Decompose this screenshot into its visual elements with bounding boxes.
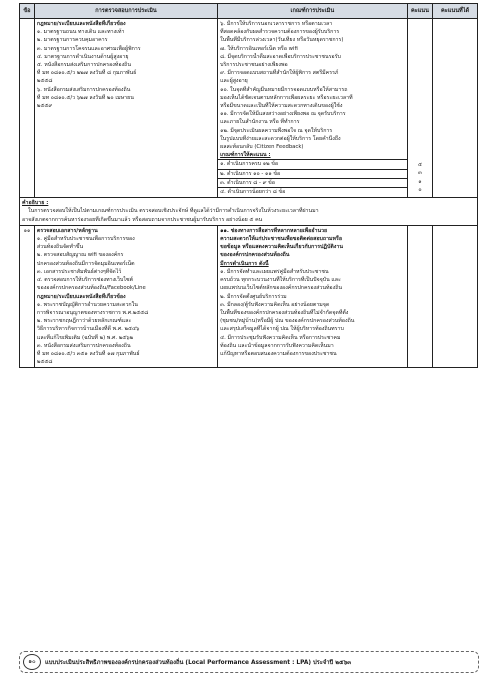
- page-number: ๑๐: [23, 654, 41, 670]
- text-line: ในรูปแบบที่ง่ายและสะดวกต่อผู้ให้บริการ โดยคำนึงถึง: [220, 135, 341, 142]
- text-line: ในพื้นที่ของของค์กรปกครองส่วนท้องถิ่นที่ไม่จำกัดจุดที่ตั้ง: [220, 309, 349, 316]
- text-line: ๒. มาตรฐานการควบคุมอาคาร: [36, 37, 108, 44]
- text-line: ๒. พระราชกฤษฎีกาว่าด้วยหลักเกณฑ์และ: [36, 318, 132, 325]
- criteria-cell: [218, 225, 408, 367]
- text-line: ที่ มท ๐๘๑๐.๕/ว ๒๒๗ ลงวันที่ ๘ กุมภาพันธ์: [36, 70, 137, 77]
- text-line: หรือมีขนาดและเป็นที่ให้ความสะดวกทางเดินของผู้ใช้ง: [220, 103, 343, 110]
- text-line: ๒. ตรวจสอบสัญญาณ wifi ขององค์กร: [36, 252, 124, 259]
- page-footer: [19, 651, 479, 673]
- text-line: และสรุปเสร็จมูลที่ได้จากผู้ ปณ ให้ผู้บริหารท้องถิ่นทราบ: [220, 326, 344, 333]
- text-line: ๖. มีการให้บริการนอกเวลาราชการ หรือตามเวลา: [220, 21, 333, 27]
- text-line: ๒๕๕๘: [36, 78, 53, 85]
- text-line: ส่วนท้องถิ่นจัดทำขึ้น: [36, 244, 84, 251]
- text-line: บริการประชาชนอย่างเพียงพอ: [220, 62, 288, 69]
- explanation-row: [20, 198, 478, 226]
- text-line: การพิจารณาอนุญาตของทางราชการ พ.ศ.๒๕๕๘: [36, 309, 149, 316]
- text-line: ๒. มีการจัดตั้งศูนย์บริการร่วม: [220, 293, 287, 300]
- score-value: ๑: [418, 178, 422, 185]
- table-row: [20, 19, 478, 198]
- explanation-line: ในการตรวจสอบให้เป็นไปตามเกณฑ์การประเมิน ตรวจสอบเชิงประจักษ์ ที่ดูแลได้ว่ามีการดำเนินการจริงในห้วงระยะเวลาที่ผ่านมา: [28, 208, 319, 215]
- table-header-row: [20, 4, 478, 19]
- score-values: [410, 20, 431, 194]
- text-line: ๑๑. มีการจัดให้มีแสงสว่างอย่างเพียงพอ ณ จุดรับบริการ: [220, 111, 346, 118]
- text-line: ๓. เอกสารประชาสัมพันธ์ต่างๆที่จัดไว้: [36, 268, 122, 275]
- explanation-title: คำอธิบาย :: [22, 200, 49, 207]
- text-line: ในพื้นที่มีบริการล่วงเวลา(วันเทียง หรือวันหยุดราชการ): [220, 37, 344, 44]
- text-line: ๒๕๕๙: [36, 103, 53, 110]
- text-line: ครบถ้วน ทุกกระบวนงานที่ให้บริการที่เป็นปัจจุบัน และ: [220, 277, 341, 284]
- row-number-cell: [20, 19, 35, 198]
- text-line: ๗. ให้บริการอินเทอร์เน็ต หรือ wifi: [220, 45, 298, 52]
- process-cell: [34, 225, 217, 367]
- criteria-lines: [220, 227, 405, 358]
- text-line: ๔. มาตรฐานการดำเนินงานด้านผู้สูงอายุ: [36, 53, 129, 60]
- score-obtained-cell[interactable]: [433, 225, 478, 367]
- text-line: และที่แก้ไขเพิ่มเติม (ฉบับที่ ๒) พ.ศ. ๒๕๖๒: [36, 334, 134, 341]
- header-no: ข้อ: [20, 4, 35, 19]
- text-line: ขององค์กรปกครองส่วนท้องถิ่น: [220, 252, 290, 259]
- process-lines: [37, 227, 215, 366]
- text-line: ๔. มีการประชุมรับฟังความคิดเห็น หรือการประชาคม: [220, 334, 341, 341]
- text-line: เกณฑ์การให้คะแนน :: [220, 152, 271, 159]
- criteria-cell: [218, 19, 408, 198]
- text-line: ๑. คู่มือสำหรับประชาชนเพื่อการบริการของ: [36, 236, 135, 243]
- text-line: ๕. หนังสือกรมส่งเสริมการปกครองท้องถิ่น: [36, 62, 131, 69]
- score-cell: [407, 225, 433, 367]
- text-line: ๖. หนังสือกรมส่งเสริมการปกครองท้องถิ่น: [36, 86, 131, 93]
- text-line: ๒๕๕๘: [36, 359, 53, 366]
- header-score: คะแนน: [407, 4, 433, 19]
- text-line: วิธีการบริหารกิจการบ้านเมืองที่ดี พ.ศ. ๒๕๔๖: [36, 326, 140, 333]
- score-value: ๕: [417, 162, 422, 169]
- text-line: ที่ มท ๐๘๑๐.๕/ว ๓๕๑ ลงวันที่ ๑๗ กุมภาพันธ์: [36, 350, 140, 357]
- text-line: ตรวจสอบเอกสาร/หลักฐาน: [36, 227, 98, 234]
- text-line: ๔. ดำเนินการน้อยกว่า ๘ ข้อ: [218, 187, 407, 196]
- text-line: (ชุมชน/หมู่บ้าน)หรือมีผู้ ปณ ขององค์กรปกครองส่วนท้องถิ่น: [220, 318, 355, 325]
- text-line: ขององค์กรปกครองส่วนท้องถิ่น/Facebook/Line: [36, 285, 146, 292]
- text-line: ๙. มีการจอดแบบสถานที่สำนักให้ผู้พิการ สตรีมีครรภ์: [220, 70, 339, 77]
- text-line: ๓. มีกลอง/ตู้รับฟังความคิดเห็น อย่างน้อยตามจุด: [220, 301, 330, 308]
- text-line: ๓. ดำเนินการ ๘ - ๙ ข้อ: [218, 178, 407, 187]
- text-line: แก้ปัญหาหรือตอบสนองความต้องการของประชาชน: [220, 350, 337, 357]
- text-line: ๘. มีจุดบริการน้ำดื่มสะอาดเพื่อบริการประชาชนรอรับ: [220, 53, 341, 60]
- text-line: กฎหมาย/ระเบียบและหนังสือที่เกี่ยวข้อง: [36, 293, 126, 300]
- text-line: ๔. ตรวจสอบการให้บริการช่องทางเว็บไซต์: [36, 277, 134, 284]
- text-line: ๑. มีการจัดทำและเผยแพร่คู่มือสำหรับประชาชน: [220, 268, 329, 275]
- score-cell: [407, 19, 433, 198]
- text-line: ๑๐. ในจุดที่สำคัญมีนหมายมีการจอดแบบหรือให้สามารถ: [220, 86, 348, 93]
- explanation-cell: [20, 198, 478, 226]
- text-line: ๓. หนังสือกรมส่งเสริมการปกครองท้องถิ่น: [36, 342, 131, 349]
- row-number-cell: ๑๑: [20, 225, 35, 367]
- score-value: ๐: [418, 186, 422, 193]
- text-line: ที่ มท ๐๘๑๐.๕/ว ๖๒๗ ลงวันที่ ๒๐ เมษายน: [36, 94, 134, 101]
- text-line: ขอข้อมูล หรือแสดงความคิดเห็นเกี่ยวกับการปฏิบัติงาน: [220, 244, 343, 251]
- text-line: ๑๒. มีจุดประเมินผลความพึงพอใจ ณ จุดให้บริการ: [220, 127, 333, 134]
- text-line: ผลสะท้อนกลับ (Citizen Feedback): [220, 144, 304, 151]
- text-line: กฎหมาย/ระเบียบและหนังสือที่เกี่ยวข้อง: [36, 21, 126, 27]
- process-cell: [34, 19, 217, 198]
- criteria-lines: [220, 20, 405, 196]
- text-line: ท้องถิ่น และนำข้อมูลจากการรับฟังความคิดเห็นมา: [220, 342, 334, 349]
- header-criteria: เกณฑ์การประเมิน: [218, 4, 408, 19]
- text-line: ๑. มาตรฐานถนน ทางเดิน และทางเท้า: [36, 29, 125, 36]
- text-line: ปกครองส่วนท้องถิ่นมีการจัดมุมอินเทอร์เน็ต: [36, 260, 135, 267]
- text-line: ที่สอดคล้องกับผลสำรวจความต้องการของผู้รับบริการ: [220, 29, 340, 36]
- header-score-obtained: คะแนนที่ได้: [433, 4, 478, 19]
- text-line: ๒. ดำเนินการ ๑๐ - ๑๑ ข้อ: [218, 169, 407, 178]
- text-line: ๑๑. ช่องทางการสื่อสารที่หลากหลายเพื่ออำนวย: [220, 227, 328, 234]
- text-line: มองเห็นได้ชัดเจนตามหลักการเพื่อผลระยะ หรือระยะเวลาที่: [220, 94, 353, 101]
- header-process: การตรวจสอบการประเมิน: [34, 4, 217, 19]
- process-lines: [37, 20, 215, 110]
- score-obtained-cell[interactable]: [433, 19, 478, 198]
- table-row: [20, 225, 478, 367]
- text-line: และภายในสำนักงาน หรือ ที่ทำการ: [220, 119, 300, 126]
- text-line: ๑. ดำเนินการครบ ๑๒ ข้อ: [218, 159, 407, 168]
- explanation-line: อาจสังเกตจากการค้นหาร่องรอยที่เกิดขึ้นมาแล้ว หรือสอบถามจากประชาชนผู้มารับบริการ อย่างน้อย ๕ คน: [22, 216, 263, 223]
- text-line: มีการดำเนินการ ดังนี้: [220, 260, 269, 267]
- text-line: และผู้สูงอายุ: [220, 78, 248, 85]
- score-value: ๓: [418, 170, 422, 177]
- text-line: ความสะดวกให้แก่ประชาชนเพื่อขอติดต่อสอบถามหรือ: [220, 236, 343, 243]
- text-line: ๓. มาตรฐานการโคจรนและอาศรมเพื่อผู้พิการ: [36, 45, 141, 52]
- assessment-table: [19, 3, 478, 368]
- text-line: เผยแพร่บนเว็บไซต์หลักขององค์กรปกครองส่วนท้องถิ่น: [220, 285, 343, 292]
- text-line: ๑. พระราชบัญญัติการอำนวยความสะดวกใน: [36, 301, 138, 308]
- footer-title: แบบประเมินประสิทธิภาพขององค์กรปกครองส่วนท้องถิ่น (Local Performance Assessment : LPA) ประจำปี ๒๕๖๓: [45, 660, 352, 666]
